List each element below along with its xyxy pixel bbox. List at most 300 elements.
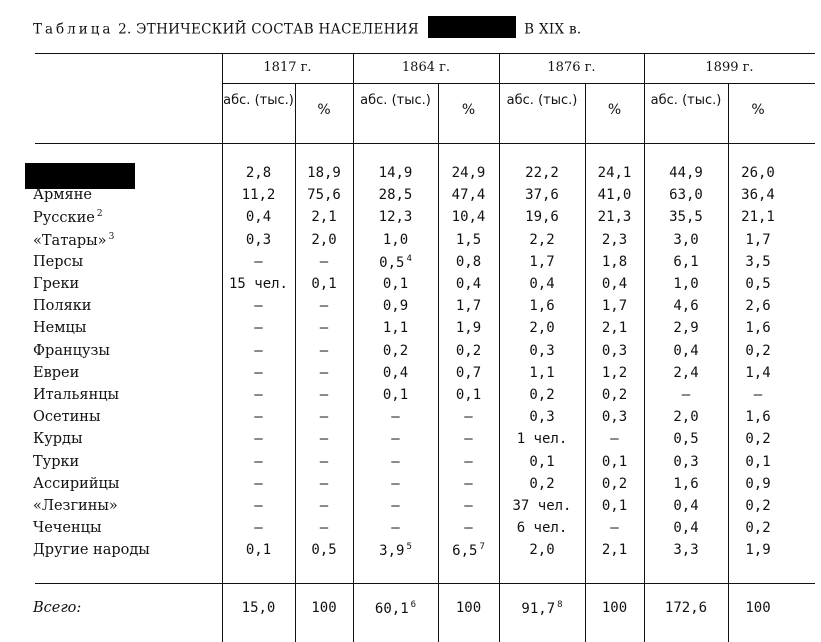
table-row [0,520,821,542]
table-row [0,431,821,453]
table-cell [353,187,438,203]
cell-value: 0,2 [455,342,482,359]
table-cell [728,387,788,403]
cell-value: 1,1 [382,320,409,337]
table-cell [585,232,644,248]
cell-value: 0,4 [673,498,699,514]
table-cell [728,343,788,359]
cell-value: 6,1 [673,253,699,270]
table-cell [728,476,788,492]
table-cell [353,165,438,181]
row-label-text: Турки [33,453,80,470]
row-label [33,498,118,514]
cell-value: 1,6 [745,409,771,426]
table-cell [222,209,295,225]
table-cell [353,476,438,492]
cell-value: 0,1 [311,276,337,292]
table-cell [295,409,353,425]
table-cell [438,431,499,447]
footnote-marker: 6 [410,600,417,610]
caption-tail: В XIX в. [524,21,582,38]
cell-value: 0,4 [529,276,555,292]
row-label-text: Армяне [33,187,92,204]
table-cell [353,298,438,314]
cell-value: 21,3 [597,209,632,226]
row-label-text: Чеченцы [33,520,102,537]
table-cell [353,365,438,381]
total-values [0,600,821,622]
table-cell [728,320,788,336]
table-row [0,365,821,387]
cell-value: 41,0 [597,187,632,204]
table-cell [295,476,353,492]
table-cell [222,320,295,336]
cell-value: 0,5 [745,276,771,292]
row-label [33,387,119,403]
cell-value: 2,0 [673,409,699,426]
cell-value: 2,0 [529,320,555,337]
table-cell [353,520,438,536]
table-cell [585,343,644,359]
table-cell [499,209,585,225]
row-label-text: Евреи [33,364,80,381]
table-cell [644,387,728,403]
cell-value: 0,2 [529,387,555,403]
table-cell [728,409,788,425]
cell-value: 2,0 [529,542,555,559]
cell-value: 35,5 [669,209,703,226]
row-label [33,209,103,226]
cell-value: 2,1 [601,320,628,337]
cell-value: — [319,364,329,381]
table-cell [728,600,788,616]
cell-value: — [254,387,263,403]
cell-value: — [391,431,400,448]
cell-value: 0,4 [455,276,482,292]
table-cell [438,600,499,616]
table-cell [644,187,728,203]
cell-value: 0,4 [382,364,409,381]
table-cell [438,343,499,359]
table-cell [728,254,788,270]
cell-value: 100 [311,600,337,616]
row-label [33,320,86,336]
cell-value: 0,3 [601,342,628,359]
table-cell [499,365,585,381]
cell-value: 3,5 [745,253,771,270]
table-cell [585,320,644,336]
table-cell [353,454,438,470]
cell-value: 15 чел. [228,276,288,292]
cell-value: 0,9 [745,475,771,492]
table-row [0,542,821,564]
cell-value: — [254,520,263,537]
cell-value: 0,8 [455,253,482,270]
row-label-text: Русские [33,210,95,227]
cell-value: 91,7 [521,601,556,617]
footnote-marker: 3 [108,231,115,242]
table-cell [295,600,353,616]
table-cell [353,209,438,225]
cell-value: 1,7 [455,298,482,315]
table-cell [353,276,438,292]
row-label-text: Персы [33,253,84,270]
table-cell [295,454,353,470]
table-cell [295,165,353,181]
cell-value: 1,6 [745,320,771,337]
table-row [0,476,821,498]
cell-value: 2,3 [601,231,628,248]
cell-value: 0,3 [601,409,628,426]
cell-value: 2,8 [245,165,272,181]
table-cell [728,431,788,447]
table-cell [438,409,499,425]
sub-abs-1817: абс. (тыс.) [223,93,294,108]
row-label [33,476,119,492]
cell-value: 0,4 [245,209,272,226]
cell-value: 0,2 [529,475,555,492]
table-cell [499,520,585,536]
cell-value: 0,4 [673,342,699,359]
table-cell [644,520,728,536]
table-cell [585,600,644,616]
table-cell [295,542,353,558]
cell-value: 0,4 [601,276,628,292]
table-cell [644,498,728,514]
cell-value: — [319,387,329,403]
table-cell [438,276,499,292]
table-cell [644,365,728,381]
footnote-marker: 5 [406,542,412,553]
cell-value: 0,2 [745,520,771,537]
table-cell [644,343,728,359]
table-cell [222,165,295,181]
cell-value: — [319,253,329,270]
table-cell [222,520,295,536]
cell-value: — [254,475,263,492]
cell-value: — [319,520,329,537]
row-label-text: Ассирийцы [33,475,120,492]
cell-value: 14,9 [378,165,413,181]
rule-under-header [35,143,815,144]
table-cell [728,276,788,292]
table-row [0,320,821,342]
cell-value: — [254,342,263,359]
table-row [0,343,821,365]
table-cell [728,454,788,470]
table-cell [438,454,499,470]
table-cell [644,298,728,314]
table-cell [499,298,585,314]
cell-value: 0,2 [745,498,771,514]
cell-value: 2,6 [745,298,771,315]
sub-pct-1817: % [317,102,331,118]
table-cell [644,476,728,492]
row-label [33,276,79,292]
table-cell [438,298,499,314]
cell-value: 21,1 [741,209,775,226]
table-cell [353,431,438,447]
table-cell [585,254,644,270]
caption-number: 2. [118,21,132,38]
year-1899: 1899 г. [705,60,754,75]
cell-value: 2,0 [311,231,337,248]
table-cell [585,387,644,403]
year-1876: 1876 г. [547,60,596,75]
sub-abs-1899: абс. (тыс.) [650,93,722,108]
cell-value: 1,9 [745,542,771,559]
row-label [33,254,83,270]
cell-value: 0,2 [745,342,771,359]
table-cell [222,431,295,447]
cell-value: 10,4 [451,209,486,226]
table-cell [644,165,728,181]
table-cell [295,365,353,381]
cell-value: 0,1 [601,498,628,514]
cell-value: — [391,475,400,492]
table-cell [585,298,644,314]
cell-value: — [319,453,329,470]
table-cell [499,542,585,558]
table-cell [438,209,499,225]
table-row [0,209,821,231]
row-label [33,431,83,447]
cell-value: 1,7 [529,253,555,270]
table-cell [499,254,585,270]
table-cell [295,209,353,225]
table-cell [353,498,438,514]
cell-value: 0,2 [745,431,771,448]
cell-value: — [753,387,763,403]
cell-value: 0,4 [673,520,699,537]
cell-value: 22,2 [525,165,559,181]
table-cell [728,232,788,248]
table-cell [499,232,585,248]
cell-value: 2,2 [529,231,555,248]
table-cell [644,600,728,616]
row-label-text: Курды [33,431,83,448]
cell-value: 0,1 [601,453,628,470]
cell-value: — [319,498,329,514]
rule-top [35,53,815,54]
footnote-marker: 4 [406,253,412,264]
table-cell [499,431,585,447]
cell-value: 100 [455,600,482,616]
table-cell [222,409,295,425]
table-row [0,298,821,320]
table-cell [222,387,295,403]
sub-pct-1864: % [461,102,476,118]
cell-value: 6 чел. [516,520,568,537]
sub-abs-1876: абс. (тыс.) [506,93,578,108]
table-cell [295,387,353,403]
table-cell [438,498,499,514]
table-cell [295,187,353,203]
cell-value: 19,6 [525,209,559,226]
cell-value: 1,7 [601,298,628,315]
row-label [33,454,79,470]
cell-value: 0,3 [673,453,699,470]
row-label [33,365,79,381]
cell-value: 0,1 [529,453,555,470]
row-label [33,409,100,425]
cell-value: 0,1 [745,453,771,470]
cell-value: 47,4 [451,187,486,204]
table-cell [222,600,295,616]
cell-value: — [610,431,619,448]
table-cell [499,320,585,336]
cell-value: 6,5 [452,543,478,560]
table-cell [728,187,788,203]
row-label-text: Немцы [33,320,87,337]
cell-value: — [464,498,473,514]
table-cell [499,600,585,617]
cell-value: 0,1 [382,276,409,292]
row-label [33,298,91,314]
cell-value: — [254,409,263,426]
cell-value: 36,4 [741,187,775,204]
row-label-text: «Лезгины» [33,498,118,514]
cell-value: 3,3 [673,542,699,559]
caption-redaction-block [428,16,516,38]
cell-value: 0,7 [455,364,482,381]
cell-value: — [254,364,263,381]
cell-value: — [319,475,329,492]
cell-value: 0,2 [382,342,409,359]
table-cell [222,298,295,314]
table-cell [353,343,438,359]
table-cell [438,387,499,403]
cell-value: 172,6 [664,600,708,616]
table-cell [585,365,644,381]
cell-value: 0,5 [379,254,405,271]
cell-value: 1,8 [601,253,628,270]
table-cell [585,520,644,536]
table-cell [353,409,438,425]
table-cell [585,476,644,492]
cell-value: 75,6 [307,187,341,204]
table-cell [499,187,585,203]
cell-value: 4,6 [673,298,699,315]
cell-value: 0,2 [601,475,628,492]
cell-value: 0,5 [673,431,699,448]
cell-value: 0,5 [311,542,337,559]
sub-pct-1899: % [751,102,765,118]
row-label-text: Итальянцы [33,387,120,403]
table-cell [585,165,644,181]
row-label [33,232,114,249]
cell-value: — [464,431,473,448]
cell-value: — [391,520,400,537]
cell-value: — [254,320,263,337]
table-caption [33,19,582,41]
cell-value: 18,9 [307,165,341,181]
cell-value: 2,1 [601,542,628,559]
row-label-text: Греки [33,276,80,292]
cell-value: 24,1 [597,165,632,181]
cell-value: 0,9 [382,298,409,315]
cell-value: — [681,387,691,403]
cell-value: — [254,298,263,315]
cell-value: 3,0 [673,231,699,248]
table-row [0,387,821,409]
table-cell [438,165,499,181]
cell-value: — [254,453,263,470]
cell-value: — [319,298,329,315]
table-cell [222,365,295,381]
row-label [33,520,102,536]
table-cell [222,498,295,514]
table-cell [585,431,644,447]
cell-value: — [319,409,329,426]
cell-value: 100 [601,600,628,616]
table-cell [644,232,728,248]
cell-value: 1,5 [455,231,482,248]
cell-value: 1,9 [455,320,482,337]
table-cell [353,387,438,403]
table-cell [353,232,438,248]
table-cell [438,320,499,336]
table-cell [438,542,499,559]
table-cell [222,232,295,248]
table-cell [499,454,585,470]
table-row [0,187,821,209]
table-cell [585,498,644,514]
rule-under-years [222,83,815,84]
table-cell [644,320,728,336]
table-cell [499,409,585,425]
cell-value: 1,7 [745,231,771,248]
table-cell [585,454,644,470]
table-cell [585,187,644,203]
table-cell [353,600,438,617]
table-cell [644,542,728,558]
cell-value: — [391,409,400,426]
table-cell [438,187,499,203]
row-label-text: Поляки [33,298,92,315]
cell-value: — [464,453,473,470]
cell-value: 0,1 [382,387,409,403]
cell-value: 2,9 [673,320,699,337]
table-cell [585,209,644,225]
table-cell [222,542,295,558]
table-cell [585,542,644,558]
cell-value: 1,6 [529,298,555,315]
table-row [0,165,821,187]
cell-value: 100 [745,600,771,616]
cell-value: 60,1 [374,601,409,617]
cell-value: — [610,520,619,537]
cell-value: — [319,431,329,448]
cell-value: — [319,342,329,359]
table-row [0,232,821,254]
cell-value: — [254,253,263,270]
cell-value: 26,0 [741,165,775,181]
row-label-text: Другие народы [33,542,150,559]
cell-value: 0,3 [245,231,272,248]
year-1864: 1864 г. [401,60,451,75]
table-cell [295,431,353,447]
row-label [33,343,110,359]
cell-value: 37,6 [525,187,559,204]
table-cell [438,365,499,381]
table-cell [295,320,353,336]
footnote-marker: 2 [96,209,103,220]
table-cell [585,409,644,425]
cell-value: 2,1 [311,209,337,226]
cell-value: — [391,498,400,514]
table-cell [438,476,499,492]
